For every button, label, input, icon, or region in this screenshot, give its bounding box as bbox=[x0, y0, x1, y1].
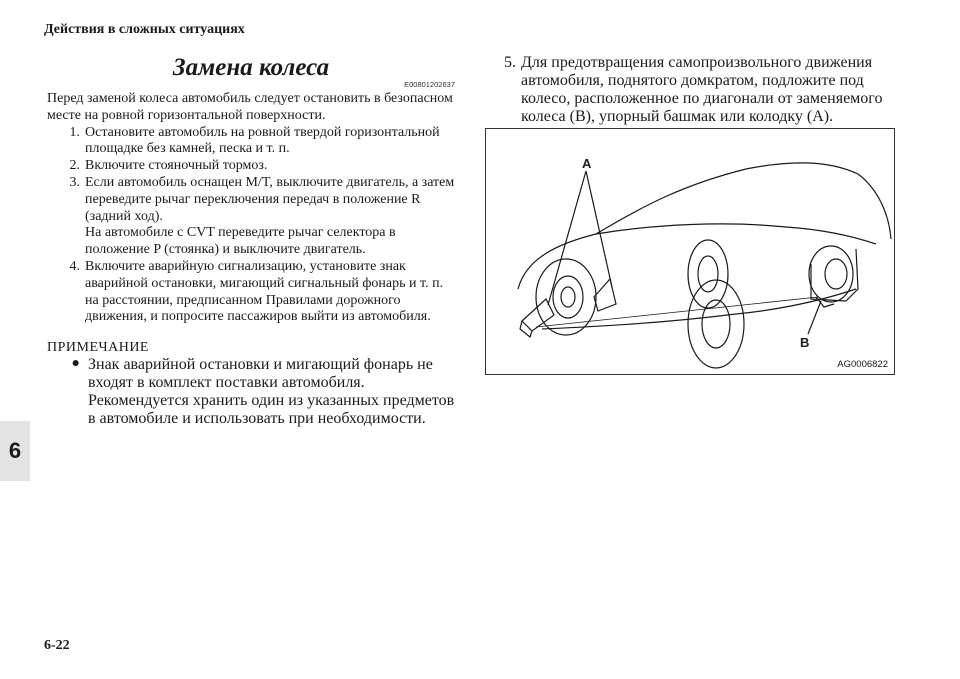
bullet-icon: ● bbox=[71, 356, 80, 372]
pointer-b bbox=[808, 301, 821, 334]
removed-wheel bbox=[688, 280, 744, 368]
note-text: Знак аварийной остановки и мигающий фонарь не входят в комплект поставки автомобиля. Рекомендуется хранить один из указанных предметов в автомобиле и использовать при необходимости. bbox=[88, 356, 455, 428]
step-5 bbox=[499, 54, 899, 126]
step-2 bbox=[47, 158, 455, 175]
step-text: Для предотвращения самопроизвольного движения автомобиля, поднятого домкратом, подложите под колесо, расположенное по диагонали от заменяемого колеса (B), упорный башмак или колодку (A). bbox=[521, 54, 883, 125]
chock-right bbox=[594, 279, 616, 311]
car-side-line bbox=[542, 289, 856, 329]
note-heading: ПРИМЕЧАНИЕ bbox=[47, 340, 149, 356]
pointer-a-2 bbox=[586, 171, 612, 287]
step-4 bbox=[47, 259, 455, 326]
car-body-outline bbox=[518, 163, 891, 289]
right-column bbox=[499, 54, 899, 126]
step-3 bbox=[47, 175, 455, 259]
step-text: Включите стояночный тормоз. bbox=[85, 158, 268, 174]
car-jack-illustration bbox=[486, 129, 894, 374]
intro-paragraph: Перед заменой колеса автомобиль следует остановить в безопасном месте на ровной горизонтальной поверхности. bbox=[47, 91, 453, 123]
step-number: 4. bbox=[69, 258, 80, 274]
label-b: B bbox=[800, 335, 810, 350]
car-roof-line bbox=[596, 224, 876, 244]
chapter-number: 6 bbox=[8, 438, 22, 463]
steps-list bbox=[47, 125, 455, 327]
wheel-hub-frame bbox=[811, 249, 858, 301]
step-extra-text: На автомобиле с CVT переведите рычаг селектора в положение P (стоянка) и выключите двигатель. bbox=[85, 225, 396, 258]
left-column bbox=[47, 54, 455, 428]
wheel-chock-figure bbox=[485, 128, 895, 375]
step-number: 2. bbox=[69, 158, 80, 174]
chapter-tab bbox=[0, 421, 30, 481]
step-text: Если автомобиль оснащен M/T, выключите двигатель, а затем переведите рычаг переключения передач в положение R (задний ход). bbox=[85, 174, 455, 224]
page-number: 6-22 bbox=[44, 638, 70, 653]
step-number: 3. bbox=[69, 174, 80, 190]
section-code: E00801202637 bbox=[404, 80, 455, 89]
note-item bbox=[47, 356, 455, 428]
step-text: Включите аварийную сигнализацию, установите знак аварийной остановки, мигающий сигнальный фонарь и т. п. на расстоянии, предписанном Правилами дорожного движения, и попросите пассажиров выйти из автомобиля. bbox=[85, 258, 444, 325]
figure-code: AG0006822 bbox=[837, 359, 888, 370]
step-1 bbox=[47, 125, 455, 159]
chock-left bbox=[522, 299, 554, 331]
section-title: Замена колеса bbox=[172, 54, 330, 81]
running-header: Действия в сложных ситуациях bbox=[44, 22, 245, 37]
step-number: 5. bbox=[504, 54, 516, 71]
step-number: 1. bbox=[69, 124, 80, 140]
step-text-group bbox=[85, 175, 455, 259]
step-text: Остановите автомобиль на ровной твердой горизонтальной площадке без камней, песка и т. п. bbox=[85, 124, 440, 157]
front-wheel-hub bbox=[553, 276, 583, 318]
label-a: A bbox=[582, 156, 592, 171]
